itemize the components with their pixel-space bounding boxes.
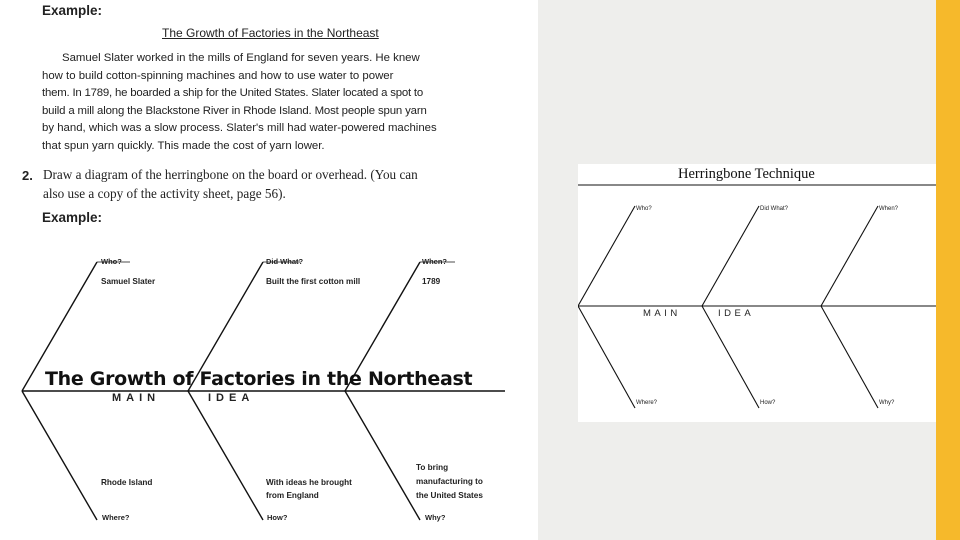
how-answer-line: from England	[266, 491, 319, 500]
paragraph-line: how to build cotton-spinning machines and how to use water to power	[42, 69, 394, 82]
why-answer-line: the United States	[416, 491, 483, 500]
what-answer: Built the first cotton mill	[266, 277, 361, 286]
paragraph-line: that spun yarn quickly. This made the cost of yarn lower.	[42, 139, 325, 152]
template-title: Herringbone Technique	[678, 166, 815, 182]
where-answer: Rhode Island	[101, 478, 153, 487]
how-label: How?	[267, 513, 288, 522]
template-who-label: Who?	[636, 206, 652, 212]
example-label-2: Example:	[42, 210, 103, 225]
story-paragraph	[42, 50, 507, 156]
why-label: Why?	[425, 513, 446, 522]
paragraph-line: Samuel Slater worked in the mills of England for seven years. He knew	[62, 52, 420, 64]
template-what-label: Did What?	[760, 206, 789, 212]
template-why-label: Why?	[879, 400, 895, 406]
where-label: Where?	[102, 513, 130, 522]
template-idea-word: IDEA	[718, 308, 755, 319]
what-label: Did What?	[266, 257, 304, 266]
template-herringbone-lines	[578, 164, 947, 422]
template-main-word: MAIN	[643, 308, 681, 319]
step-instruction-line: Draw a diagram of the herringbone on the board or overhead. (You can	[43, 167, 418, 182]
how-answer-line: With ideas he brought	[266, 478, 352, 487]
accent-bar	[936, 0, 960, 540]
idea-word: IDEA	[208, 392, 255, 404]
when-label: When?	[422, 257, 447, 266]
paragraph-line: by hand, which was a slow process. Slater's mill had water-powered machines	[42, 122, 437, 135]
step-number: 2.	[22, 168, 33, 183]
paragraph-line: build a mill along the Blackstone River in Rhode Island. Most people spun yarn	[42, 104, 427, 117]
who-label: Who?	[101, 257, 122, 266]
why-answer-line: manufacturing to	[416, 477, 483, 486]
who-answer: Samuel Slater	[101, 277, 156, 286]
template-how-label: How?	[760, 400, 776, 406]
document-title: The Growth of Factories in the Northeast	[162, 26, 379, 40]
main-word: MAIN	[112, 392, 161, 404]
example-label: Example:	[42, 3, 103, 18]
template-when-label: When?	[879, 206, 899, 212]
main-idea-title: The Growth of Factories in the Northeast	[45, 368, 473, 390]
step-instruction-line: also use a copy of the activity sheet, page 56).	[43, 186, 286, 201]
paragraph-line: them. In 1789, he boarded a ship for the United States. Slater located a spot to	[42, 87, 424, 100]
herringbone-template-card	[578, 164, 947, 422]
when-answer: 1789	[422, 277, 441, 286]
why-answer-line: To bring	[416, 463, 449, 472]
template-where-label: Where?	[636, 400, 658, 406]
